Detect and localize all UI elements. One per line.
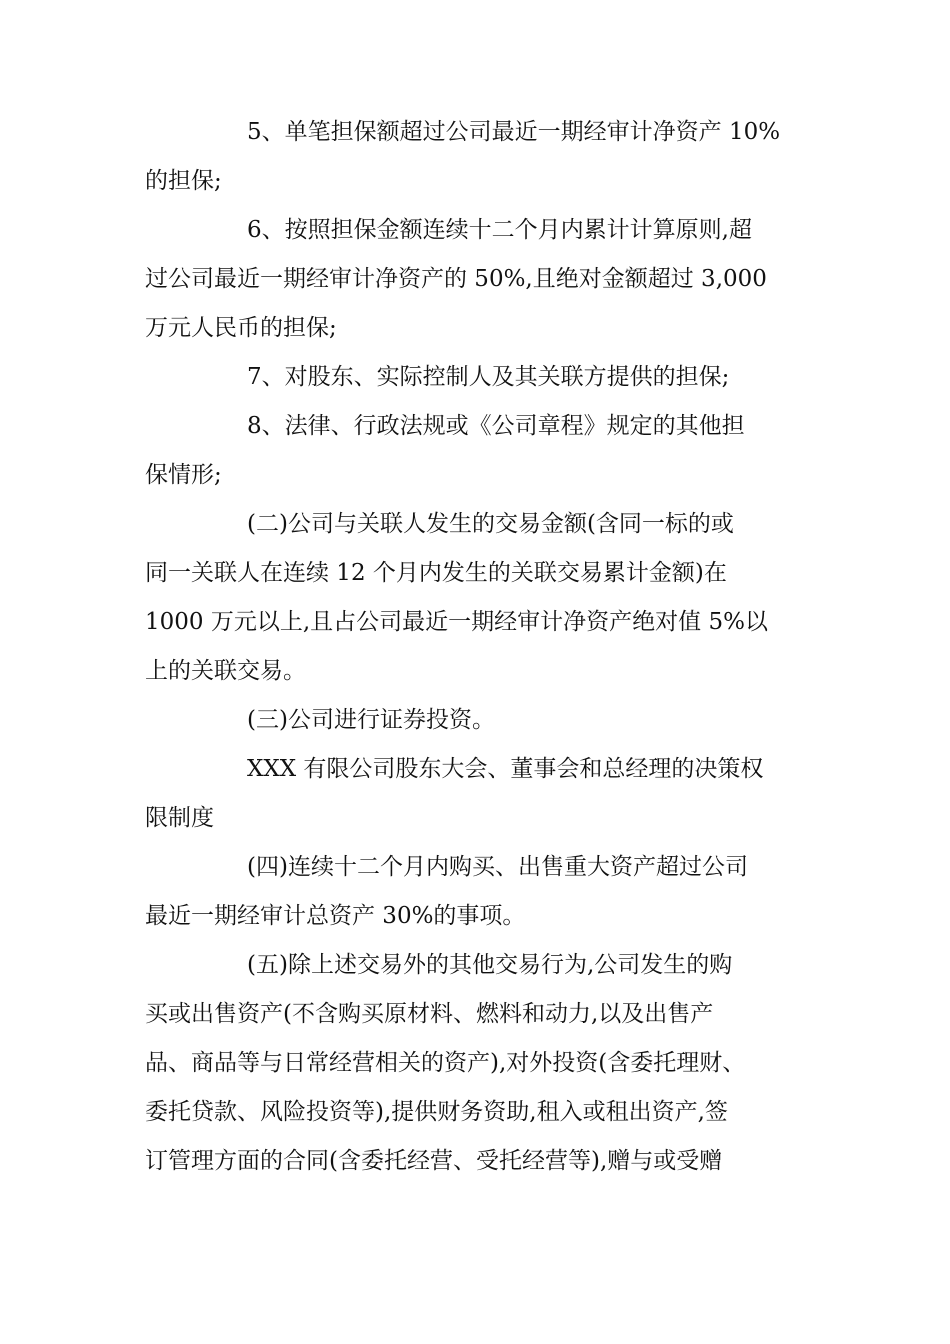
text-line: 7、对股东、实际控制人及其关联方提供的担保; (247, 364, 730, 390)
text-line: 过公司最近一期经审计净资产的 50%,且绝对金额超过 3,000 (145, 266, 767, 292)
text-line: 的担保; (145, 168, 222, 194)
text-line: (四)连续十二个月内购买、出售重大资产超过公司 (247, 854, 748, 880)
text-line: (二)公司与关联人发生的交易金额(含同一标的或 (247, 511, 734, 537)
paragraph-item-5 (145, 108, 809, 206)
paragraph-item-6 (145, 206, 809, 353)
text-line: 订管理方面的合同(含委托经营、受托经营等),赠与或受赠 (145, 1148, 723, 1174)
text-line: 最近一期经审计总资产 30%的事项。 (145, 903, 526, 929)
text-line: 品、商品等与日常经营相关的资产),对外投资(含委托理财、 (145, 1050, 746, 1076)
paragraph-document-title (145, 745, 809, 843)
paragraph-section-3 (145, 696, 809, 745)
text-line: 限制度 (145, 805, 214, 831)
text-line: 5、单笔担保额超过公司最近一期经审计净资产 10% (247, 119, 781, 145)
text-line: 同一关联人在连续 12 个月内发生的关联交易累计金额)在 (145, 560, 727, 586)
text-line: XXX 有限公司股东大会、董事会和总经理的决策权 (247, 756, 764, 782)
text-line: 委托贷款、风险投资等),提供财务资助,租入或租出资产,签 (145, 1099, 728, 1125)
text-line: (五)除上述交易外的其他交易行为,公司发生的购 (247, 952, 733, 978)
text-line: 买或出售资产(不含购买原材料、燃料和动力,以及出售产 (145, 1001, 714, 1027)
document-body (145, 108, 809, 1186)
paragraph-section-5 (145, 941, 809, 1186)
paragraph-section-2 (145, 500, 809, 696)
text-line: 1000 万元以上,且占公司最近一期经审计净资产绝对值 5%以 (145, 609, 768, 635)
text-line: 8、法律、行政法规或《公司章程》规定的其他担 (247, 413, 745, 439)
text-line: (三)公司进行证券投资。 (247, 707, 495, 733)
paragraph-item-7 (145, 353, 809, 402)
text-line: 万元人民币的担保; (145, 315, 337, 341)
text-line: 保情形; (145, 462, 222, 488)
paragraph-section-4 (145, 843, 809, 941)
text-line: 6、按照担保金额连续十二个月内累计计算原则,超 (247, 217, 752, 243)
paragraph-item-8 (145, 402, 809, 500)
text-line: 上的关联交易。 (145, 658, 306, 684)
